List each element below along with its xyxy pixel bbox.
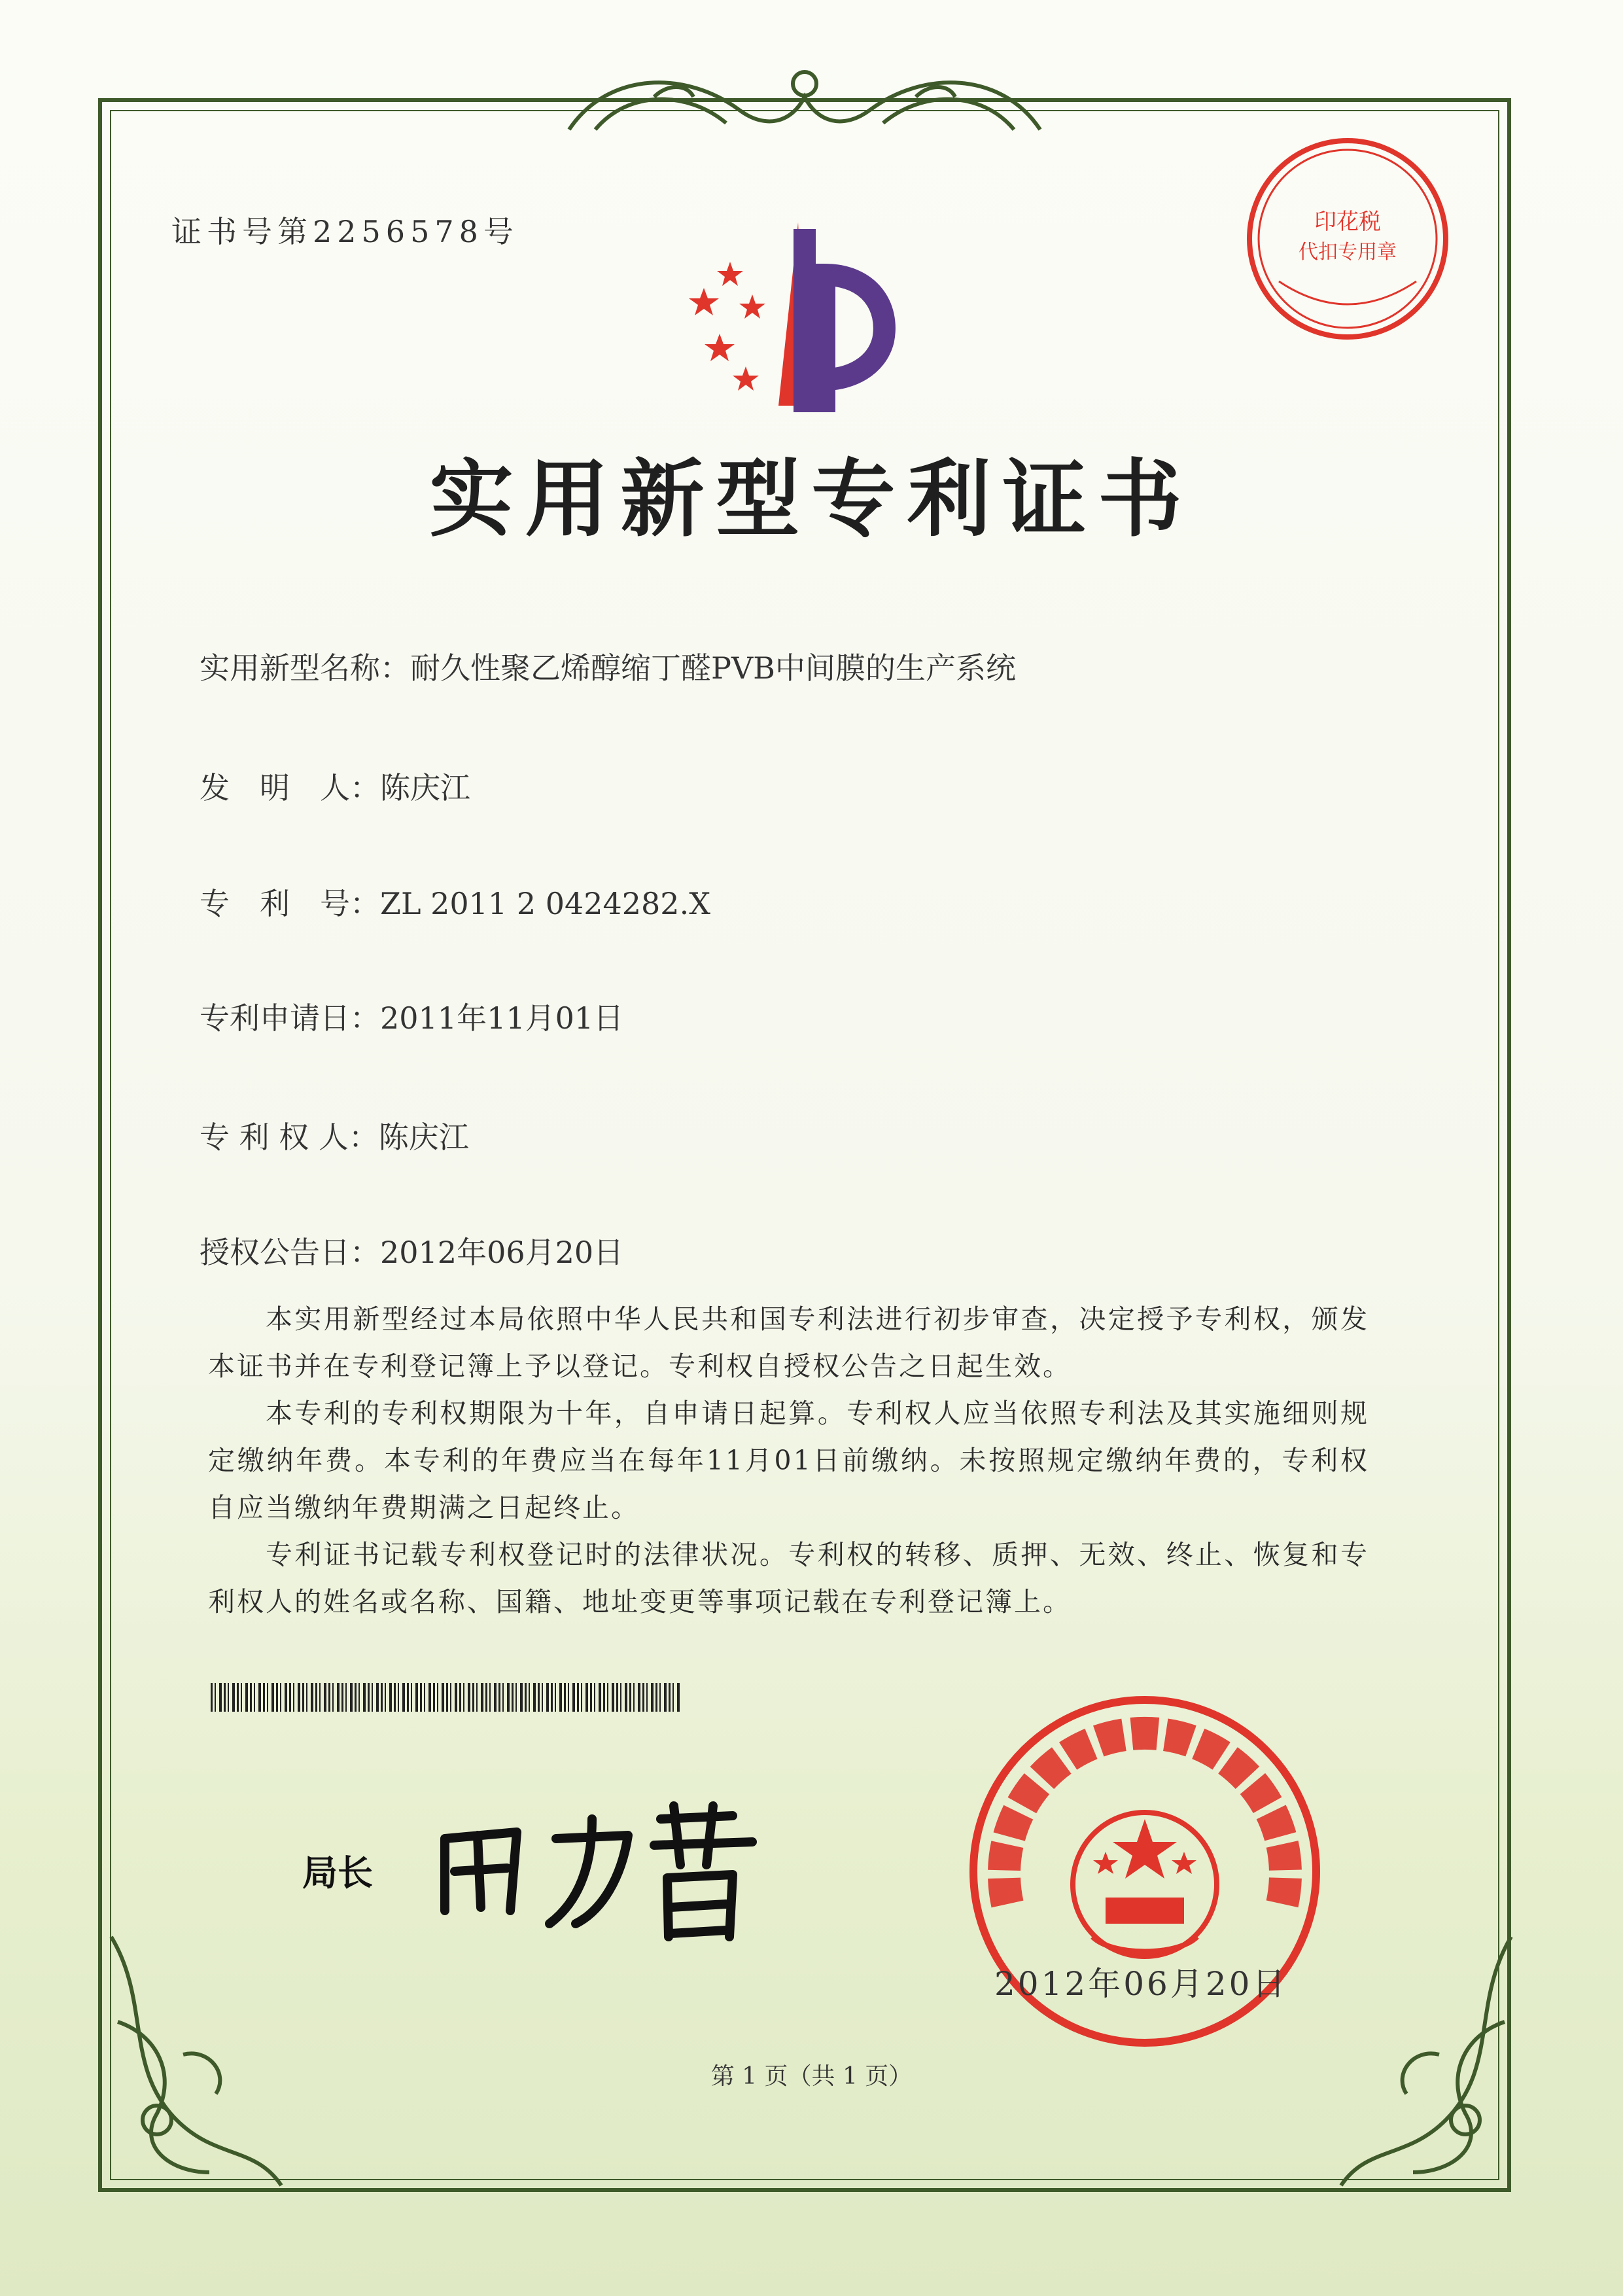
field-separator: ： bbox=[348, 1120, 379, 1155]
patent-office-logo bbox=[674, 209, 922, 412]
field-label: 专 利 权 人 bbox=[200, 1120, 349, 1155]
field-separator: ： bbox=[350, 886, 380, 921]
field-value: 陈庆江 bbox=[380, 770, 470, 805]
body-paragraph: 本实用新型经过本局依照中华人民共和国专利法进行初步审查，决定授予专利权，颁发本证书并在专利登记簿上予以登记。专利权自授权公告之日起生效。 bbox=[208, 1303, 1369, 1382]
field-label: 发 明 人 bbox=[200, 770, 350, 805]
field-application-date bbox=[200, 995, 623, 1038]
field-value: 陈庆江 bbox=[378, 1120, 469, 1155]
field-value: ZL 2011 2 0424282.X bbox=[380, 886, 710, 921]
field-inventor bbox=[200, 764, 470, 807]
field-separator: ： bbox=[380, 650, 410, 686]
field-value: 2011年11月01日 bbox=[380, 1000, 624, 1036]
barcode bbox=[211, 1683, 682, 1712]
certificate-body bbox=[208, 1296, 1369, 1625]
field-label: 专利申请日 bbox=[200, 1000, 350, 1036]
director-label: 局长 bbox=[302, 1852, 373, 1894]
svg-text:印花税: 印花税 bbox=[1314, 209, 1381, 235]
field-label: 专 利 号 bbox=[200, 886, 350, 921]
top-ornament bbox=[556, 58, 1053, 143]
field-grant-date bbox=[200, 1229, 623, 1272]
body-paragraph: 专利证书记载专利权登记时的法律状况。专利权的转移、质押、无效、终止、恢复和专利权人的姓名或名称、国籍、地址变更等事项记载在专利登记簿上。 bbox=[208, 1539, 1369, 1617]
page-footer: 第 1 页（共 1 页） bbox=[710, 2063, 913, 2090]
field-separator: ： bbox=[350, 1235, 380, 1270]
field-utility-model-name bbox=[200, 645, 1016, 688]
field-separator: ： bbox=[350, 1000, 380, 1036]
field-value: 2012年06月20日 bbox=[380, 1235, 624, 1270]
field-value: 耐久性聚乙烯醇缩丁醛PVB中间膜的生产系统 bbox=[410, 650, 1016, 686]
body-paragraph: 本专利的专利权期限为十年，自申请日起算。专利权人应当依照专利法及其实施细则规定缴纳年费。本专利的年费应当在每年11月01日前缴纳。未按照规定缴纳年费的，专利权自应当缴纳年费期满之日起终止。 bbox=[208, 1398, 1369, 1523]
svg-text:代扣专用章: 代扣专用章 bbox=[1299, 241, 1397, 264]
certificate-title: 实用新型专利证书 bbox=[429, 451, 1194, 548]
certificate-number: 证书号第2256578号 bbox=[171, 214, 519, 249]
field-label: 授权公告日 bbox=[200, 1235, 350, 1270]
field-separator: ： bbox=[350, 770, 380, 805]
field-patentee bbox=[200, 1114, 469, 1157]
field-patent-number bbox=[200, 880, 710, 923]
field-label: 实用新型名称 bbox=[200, 650, 380, 686]
tax-stamp bbox=[1240, 131, 1456, 347]
director-signature bbox=[425, 1793, 772, 1950]
seal-date: 2012年06月20日 bbox=[994, 1965, 1288, 2003]
